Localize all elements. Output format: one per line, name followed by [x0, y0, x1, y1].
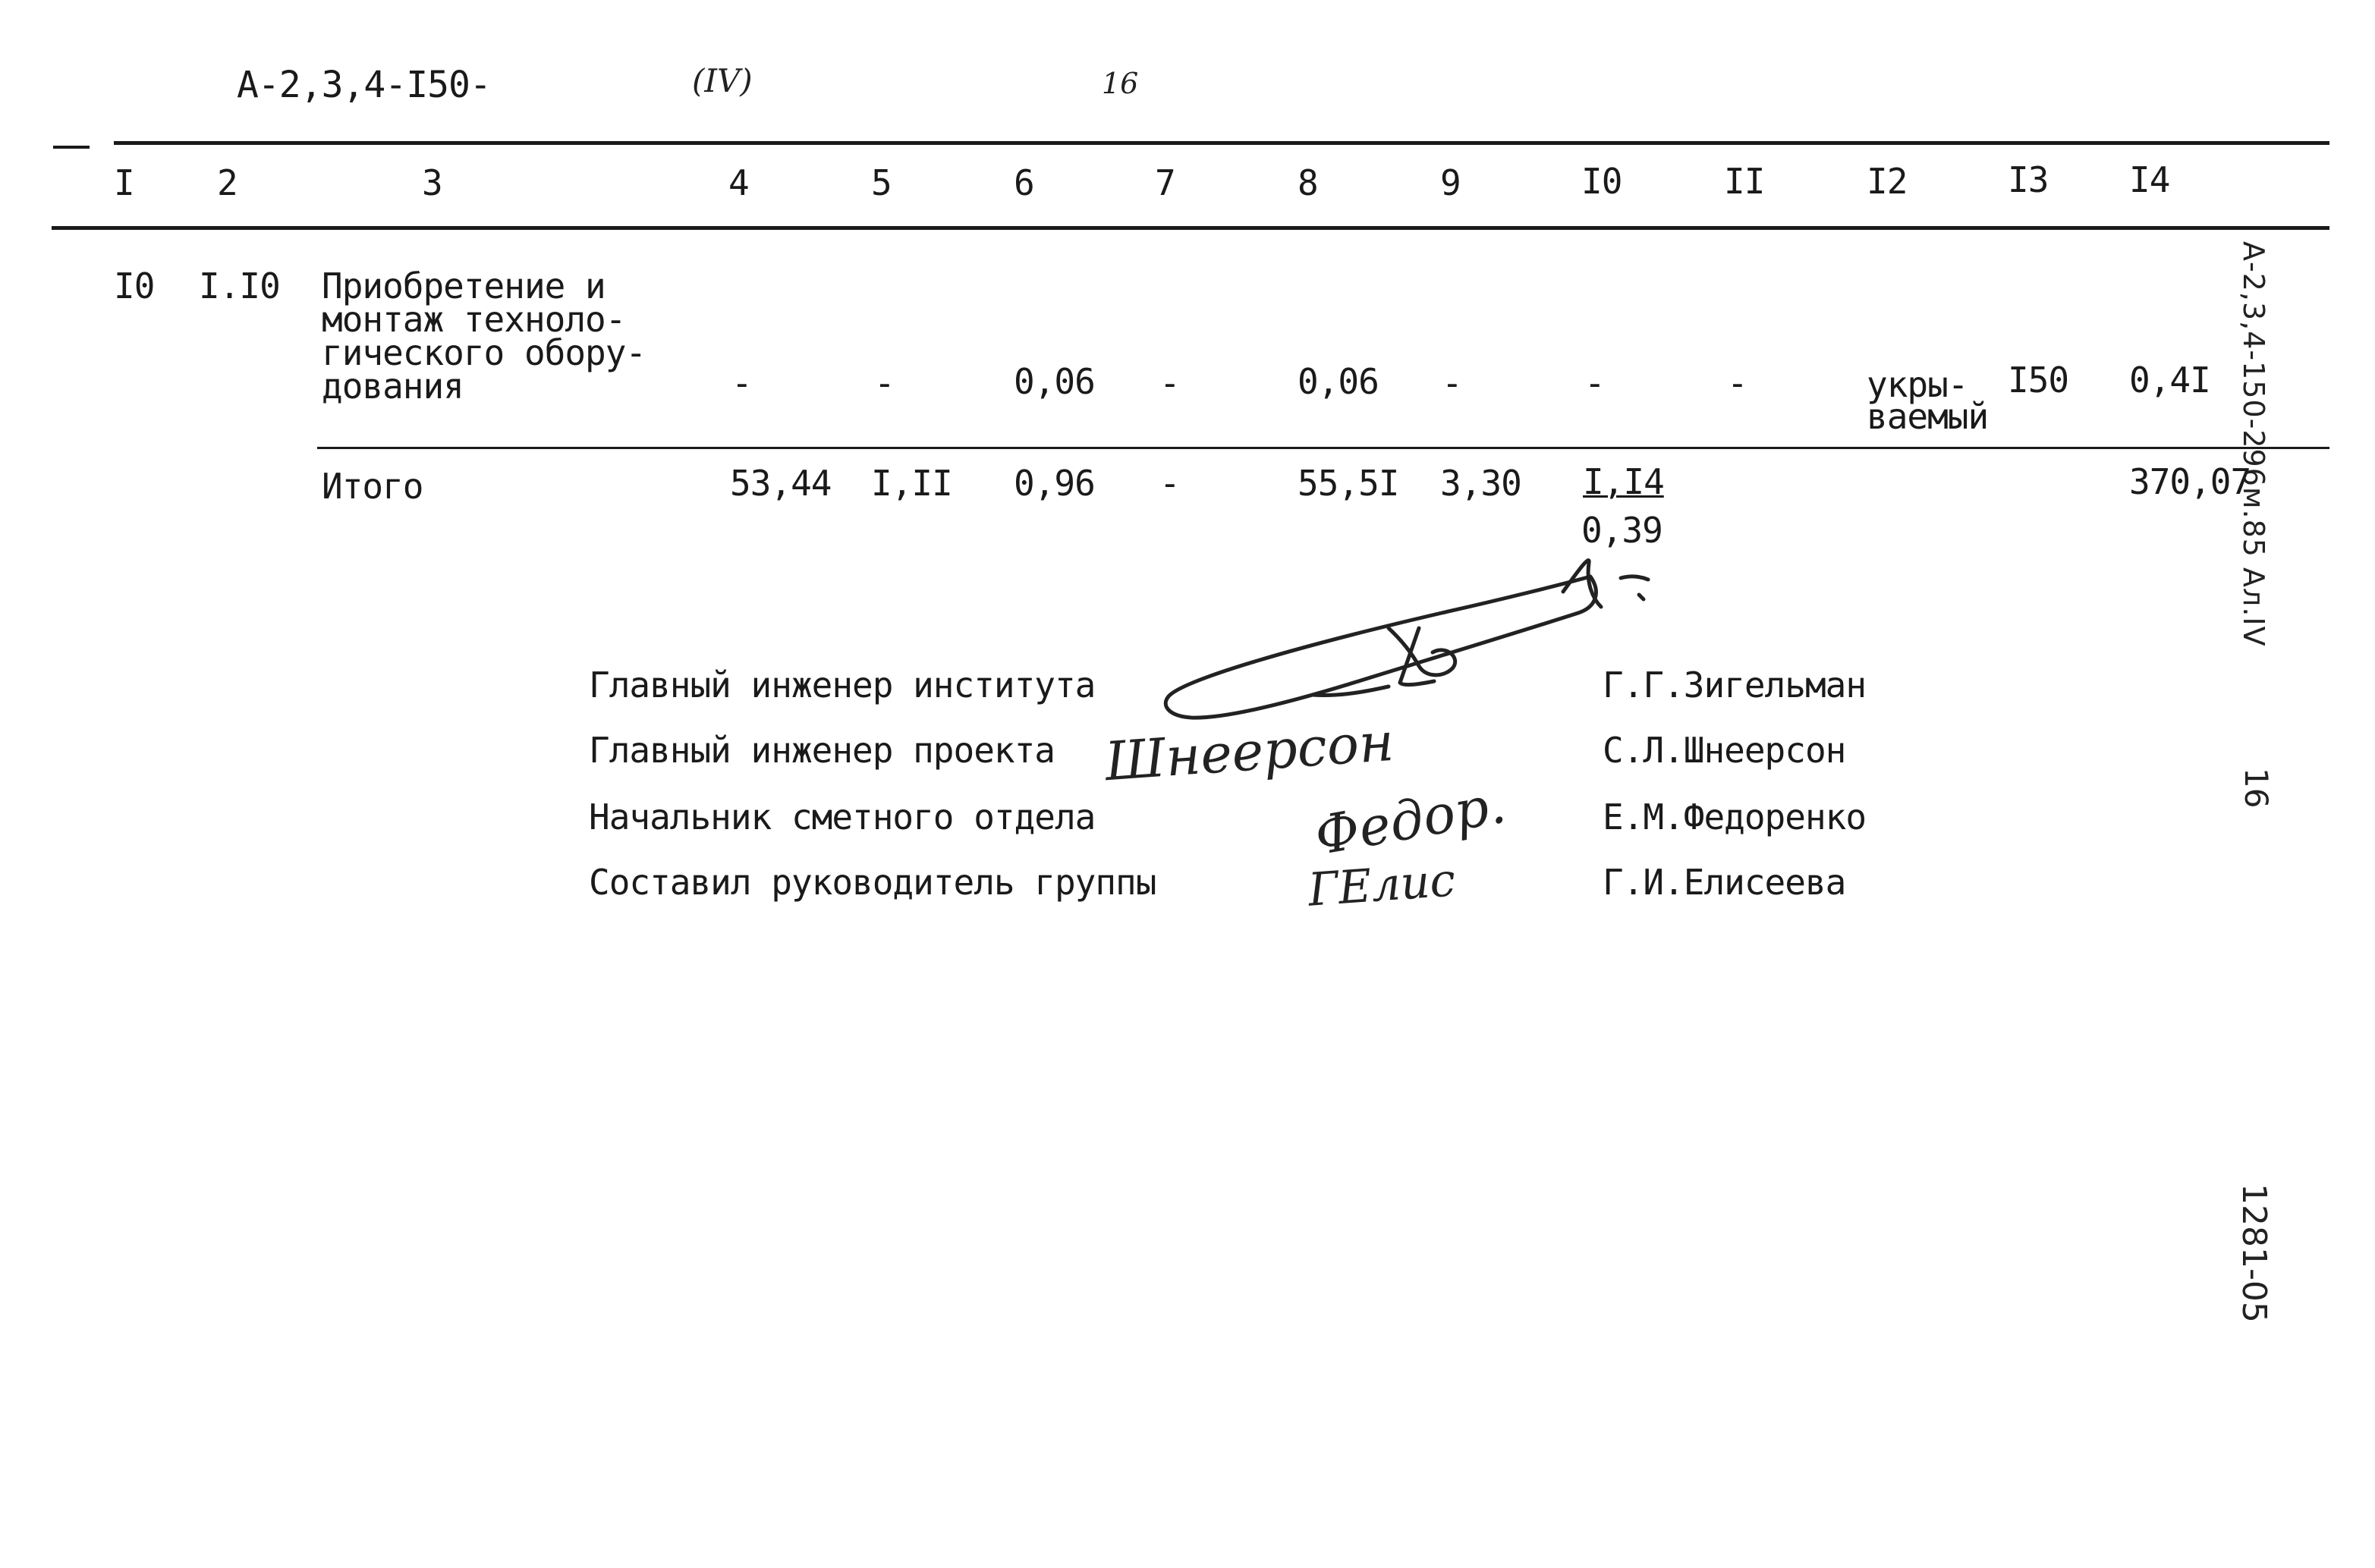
total-cell-7: -	[1159, 463, 1180, 504]
column-number: 8	[1298, 162, 1318, 203]
total-cell-9: 3,30	[1440, 463, 1521, 504]
margin-archive-number: 1281-05	[2235, 1183, 2273, 1323]
row-cell-10: -	[1584, 363, 1605, 404]
row-cell-12-line: укры-	[1867, 364, 1968, 405]
row-cell-14: 0,4I	[2129, 360, 2210, 401]
row-cell-9: -	[1442, 363, 1462, 404]
margin-document-code: А-2,3,4-150-296м.85 Ал.IV	[2237, 241, 2270, 647]
column-number: 3	[422, 162, 442, 203]
total-cell-14: 370,07	[2129, 461, 2251, 502]
column-number: 2	[217, 162, 238, 203]
signature-title: Главный инженер проекта	[589, 730, 1055, 771]
column-number: 9	[1440, 162, 1461, 203]
row-cell-8: 0,06	[1298, 361, 1379, 402]
row-cell-12-line: ваемый	[1867, 396, 1989, 437]
row-description-line: гического обору-	[322, 332, 646, 373]
row-cell-6: 0,06	[1014, 361, 1095, 402]
total-cell-8: 55,5I	[1298, 463, 1399, 504]
signature-title: Начальник сметного отдела	[589, 797, 1096, 837]
total-cell-6: 0,96	[1014, 463, 1095, 504]
column-number: 5	[871, 162, 892, 203]
row-cell-13: I50	[2008, 360, 2069, 401]
column-number: II	[1724, 161, 1765, 202]
column-number: 4	[728, 162, 749, 203]
sheet-number: 16	[1102, 67, 1139, 100]
row-description-line: Приобретение и	[322, 266, 606, 306]
signature-name: Г.Г.Зигельман	[1603, 665, 1867, 705]
total-cell-4: 53,44	[730, 463, 832, 504]
signature-name: С.Л.Шнеерсон	[1603, 730, 1846, 771]
row-cell-5: -	[874, 363, 895, 404]
signature-handwriting: Шнеерсон	[1103, 710, 1396, 793]
signature-handwriting: Федор.	[1310, 772, 1511, 868]
column-number: I3	[2008, 159, 2049, 200]
row-description-line: монтаж техноло-	[322, 299, 626, 340]
row-code: I.I0	[199, 266, 280, 306]
row-number: I0	[114, 266, 155, 306]
total-cell-10-bottom: 0,39	[1581, 510, 1662, 551]
total-label: Итого	[322, 466, 423, 507]
row-cell-4: -	[731, 363, 752, 404]
signature-title: Главный инженер института	[589, 665, 1096, 705]
row-cell-11: -	[1727, 363, 1747, 404]
total-cell-5: I,II	[871, 463, 952, 504]
row-description-line: дования	[322, 366, 464, 407]
column-number: I	[114, 162, 134, 203]
row-cell-7: -	[1159, 363, 1180, 404]
column-number: I0	[1581, 161, 1622, 202]
column-number: I4	[2129, 159, 2170, 200]
signature-title: Составил руководитель группы	[589, 862, 1156, 903]
signature-handwriting: ГЕлис	[1306, 853, 1458, 917]
margin-sheet-number: 16	[2238, 768, 2275, 809]
signature-name: Г.И.Елисеева	[1603, 862, 1846, 903]
column-number: 7	[1155, 162, 1175, 203]
total-cell-10-top: I,I4	[1583, 461, 1664, 502]
variant-mark: (IV)	[692, 62, 753, 99]
signature-name: Е.М.Федоренко	[1603, 797, 1867, 837]
column-number: 6	[1014, 162, 1034, 203]
column-number: I2	[1867, 161, 1908, 202]
document-code: А-2,3,4-I50-	[237, 64, 491, 106]
